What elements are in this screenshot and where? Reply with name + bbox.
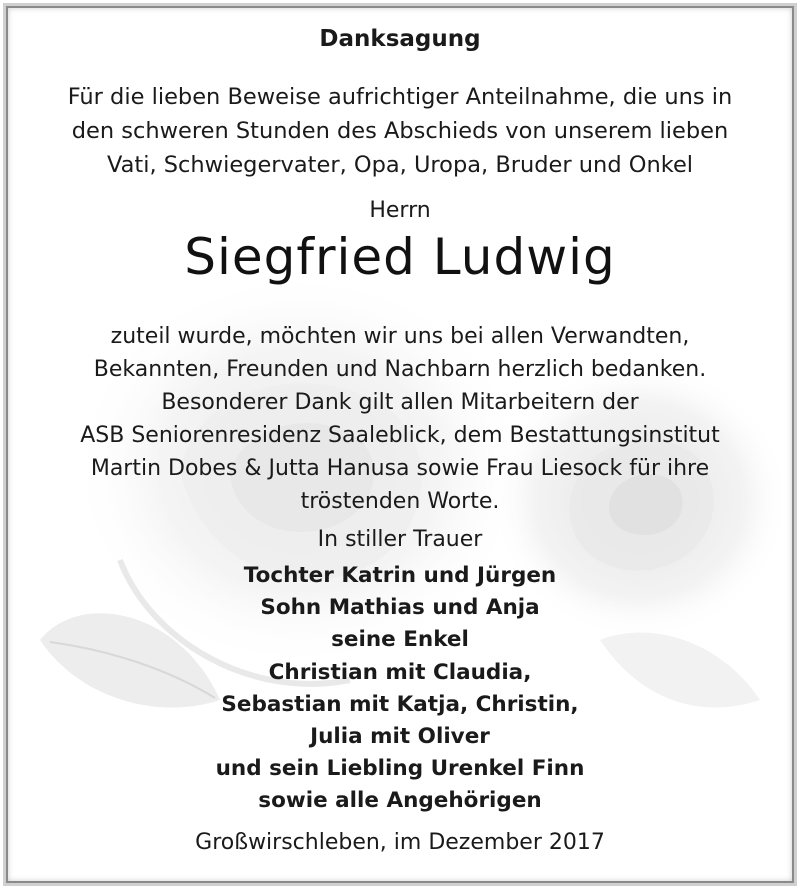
family-line: Tochter Katrin und Jürgen xyxy=(243,563,557,588)
family-list xyxy=(0,560,800,818)
salutation: Herrn xyxy=(369,198,431,223)
body-line: Besonderer Dank gilt allen Mitarbeitern der xyxy=(161,390,639,415)
body-line: tröstenden Worte. xyxy=(300,489,500,514)
family-line: Julia mit Oliver xyxy=(310,724,490,750)
thanks-paragraph xyxy=(0,320,800,518)
intro-line: den schweren Stunden des Abschieds von unserem lieben xyxy=(71,118,729,144)
place-and-date: Großwirschleben, im Dezember 2017 xyxy=(195,830,605,855)
notice-heading: Danksagung xyxy=(319,26,481,52)
intro-paragraph xyxy=(0,80,800,182)
deceased-name: Siegfried Ludwig xyxy=(184,228,616,286)
intro-line: Vati, Schwiegervater, Opa, Uropa, Bruder und Onkel xyxy=(106,152,694,178)
family-line: Sebastian mit Katja, Christin, xyxy=(221,691,579,717)
mourning-phrase: In stiller Trauer xyxy=(317,527,483,552)
body-line: Martin Dobes & Jutta Hanusa sowie Frau Liesock für ihre xyxy=(90,456,710,481)
family-line: sowie alle Angehörigen xyxy=(258,788,542,814)
family-line: Sohn Mathias und Anja xyxy=(260,595,540,621)
body-line: ASB Seniorenresidenz Saaleblick, dem Bestattungsinstitut xyxy=(80,423,720,448)
body-line: Bekannten, Freunden und Nachbarn herzlich bedanken. xyxy=(93,357,707,382)
intro-line: Für die lieben Beweise aufrichtiger Anteilnahme, die uns in xyxy=(67,84,733,110)
body-line: zuteil wurde, möchten wir uns bei allen Verwandten, xyxy=(110,324,690,349)
family-line: und sein Liebling Urenkel Finn xyxy=(215,756,585,782)
family-line: seine Enkel xyxy=(331,627,469,653)
family-line: Christian mit Claudia, xyxy=(268,659,532,685)
